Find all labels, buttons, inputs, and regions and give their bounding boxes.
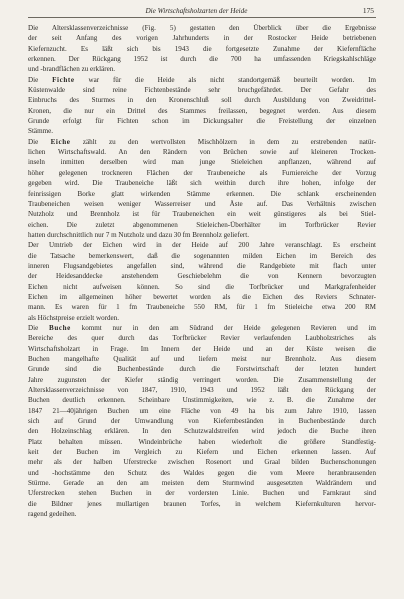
text-line: der Heidesanddecke anstehendem Geschiebelehm die von Kennern bevorzugten xyxy=(28,272,376,281)
text-line: Die Fichte war für die Heide als nicht standortgemäß beurteilt worden. Im xyxy=(28,75,376,84)
text-line: Bereiche des quer durch das Torfbrücker Revier verlaufenden Laubholzstriches als xyxy=(28,334,376,343)
text-line: höher gelegenen trockneren Flächen der Traubeneiche als Furniereiche der Vorzug xyxy=(28,168,376,177)
species-term: Fichte xyxy=(52,75,75,84)
text-line: Küstenwalde sind reine Fichtenbestände sehr bruchgefährdet. Der Gefahr des xyxy=(28,86,376,95)
text-line: inneren Flugsandgebietes angefallen sind, während die Randgebiete mit flach unter xyxy=(28,261,376,270)
text-line: Stürme. Gerade an den am meisten dem Sturmwind ausgesetzten Waldrändern und xyxy=(28,479,376,488)
text-line: Die Buche kommt nur in den am Südrand der Heide gelegenen Revieren und im xyxy=(28,323,376,332)
text-line: und -hochstämme den Schutz des Waldes gegen die vom Meere heranbrausenden xyxy=(28,468,376,477)
text-line: keit der Buchen im Vergleich zu Kiefern und Eichen erkennen lassen. Auf xyxy=(28,448,376,457)
text-line: Buchen deutlich erkennen. Scheinbare Unstimmigkeiten, wie z. B. die Zunahme der xyxy=(28,396,376,405)
text-line: sich auf Grund der Umwandlung von Kiefernbeständen in Buchenbestände durch xyxy=(28,417,376,426)
text-line: Wirtschaftsholzart in Frage. Im Innern der Heide und an der Küste weisen die xyxy=(28,344,376,353)
text-line: feinrissigen Borke glatt wirkenden Stämme erkennen. Die schlank erscheinenden xyxy=(28,189,376,198)
text-line: Traubeneichen weisen weniger Wasserreiser und Äste auf. Das Verhältnis zwischen xyxy=(28,199,376,208)
text-line: Kiefernzucht. Es läßt sich bis 1943 die fortgesetzte Zunahme der Kiefernfläche xyxy=(28,44,376,53)
text-line: Eichen nicht aufweisen können. So sind die Torfbrücker und Markgrafenheider xyxy=(28,282,376,291)
text-line: Die Altersklassenverzeichnisse (Fig. 5) gestatten den Überblick über die Ergebnisse xyxy=(28,24,376,32)
text-line: Die Eiche zählt zu den wertvollsten Mischhölzern in dem zu erstrebenden natür- xyxy=(28,137,376,146)
text-line: inseln inmitten derselben wird man junge Stieleichen anpflanzen, während auf xyxy=(28,158,376,167)
text-line: Uferstrecken stehen Buchen in der vordersten Linie. Buchen und Farnkraut sind xyxy=(28,489,376,498)
text-line: Grunde erfolgt für Fichten schon im Dickungsalter die Freistellung der einzelnen xyxy=(28,117,376,126)
text-line: Nutzholz und Brennholz ist für Traubeneichen ein weit günstigeres als bei Stiel- xyxy=(28,210,376,219)
body-text xyxy=(28,23,376,520)
text-line: der seit Anfang des vorigen Jahrhunderts in der Rostocker Heide betriebenen xyxy=(28,34,376,43)
text-line: und -brandflächen zu erklären. xyxy=(28,65,116,74)
running-title: Die Wirtschaftsholzarten der Heide xyxy=(145,7,248,15)
text-line: Grunde sind die Buchenbestände durch die Forstwirtschaft der letzten hundert xyxy=(28,365,376,374)
text-line: Altersklassenverzeichnisse von 1847, 1910, 1943 und 1952 läßt den Rückgang der xyxy=(28,386,376,395)
species-term: Eiche xyxy=(50,137,71,146)
text-line: Stämme. xyxy=(28,127,54,136)
text-line: Jahre zugunsten der Kiefer ständig verringert worden. Die Zusammenstellung der xyxy=(28,375,376,384)
text-line: gegeben wird. Die Traubeneiche läßt sich weithin durch ihre hohen, infolge der xyxy=(28,179,376,188)
text-line: den Holzeinschlag erklären. In den Schutzwaldstreifen wird jedoch die Buche ihren xyxy=(28,427,376,436)
page-number: 175 xyxy=(362,6,374,15)
text-line: die Bildner jenes mullartigen braunen Torfes, in welchem Kiefernkulturen hervor- xyxy=(28,499,376,508)
text-line: Einbruchs des Sturmes in den Kronenschluß soll durch Ausbildung von Zweidrittel- xyxy=(28,96,376,105)
text-line: Der Umtrieb der Eichen wird in der Heide auf 200 Jahre veranschlagt. Es erscheint xyxy=(28,241,376,250)
text-line: eichen. Die zuletzt abgenommenen Stieleichen-Überhälter im Torfbrücker Revier xyxy=(28,220,376,229)
text-line: Platz behalten müssen. Windeinbrüche haben wiederholt die größere Standfestig- xyxy=(28,437,376,446)
running-header xyxy=(28,6,376,18)
text-line: die Tatsache bemerkenswert, daß die sogenannten milden Eichen im Bereich des xyxy=(28,251,376,260)
text-line: erkennen. Der Rückgang 1952 ist durch die 700 ha umfassenden Kriegskahlschläge xyxy=(28,55,376,64)
text-line: mann. Es waren für 1 fm Traubeneiche 550 RM, für 1 fm Stieleiche etwa 200 RM xyxy=(28,303,376,312)
text-line: Kronen, die nur ein Drittel des Stammes freilassen, begegnet werden. Aus diesem xyxy=(28,106,376,115)
text-line: lichen Wirtschaftswald. An den Rändern von Brüchen sowie auf kleineren Trocken- xyxy=(28,148,376,157)
text-line: Eichen im allgemeinen höher bewertet worden als die Eichen des Reviers Schnater- xyxy=(28,292,376,301)
text-line: mehr als der halben Uferstrecke zwischen Rosenort und Graal bilden Buchenschonungen xyxy=(28,458,376,467)
text-line: als Höchstpreise erzielt worden. xyxy=(28,313,120,322)
species-term: Buche xyxy=(49,323,71,332)
text-line: hatten durchschnittlich nur 7 m Nutzholz und dazu 30 fm Brennholz geliefert. xyxy=(28,230,250,239)
text-line: 1847 21—40jährigen Buchen um eine Fläche von 49 ha bis zum Jahre 1910, lassen xyxy=(28,406,376,415)
text-line: ragend gedeihen. xyxy=(28,510,77,519)
text-line: Buchen mangelhafte Qualität auf und liefern meist nur Brennholz. Aus diesem xyxy=(28,355,376,363)
